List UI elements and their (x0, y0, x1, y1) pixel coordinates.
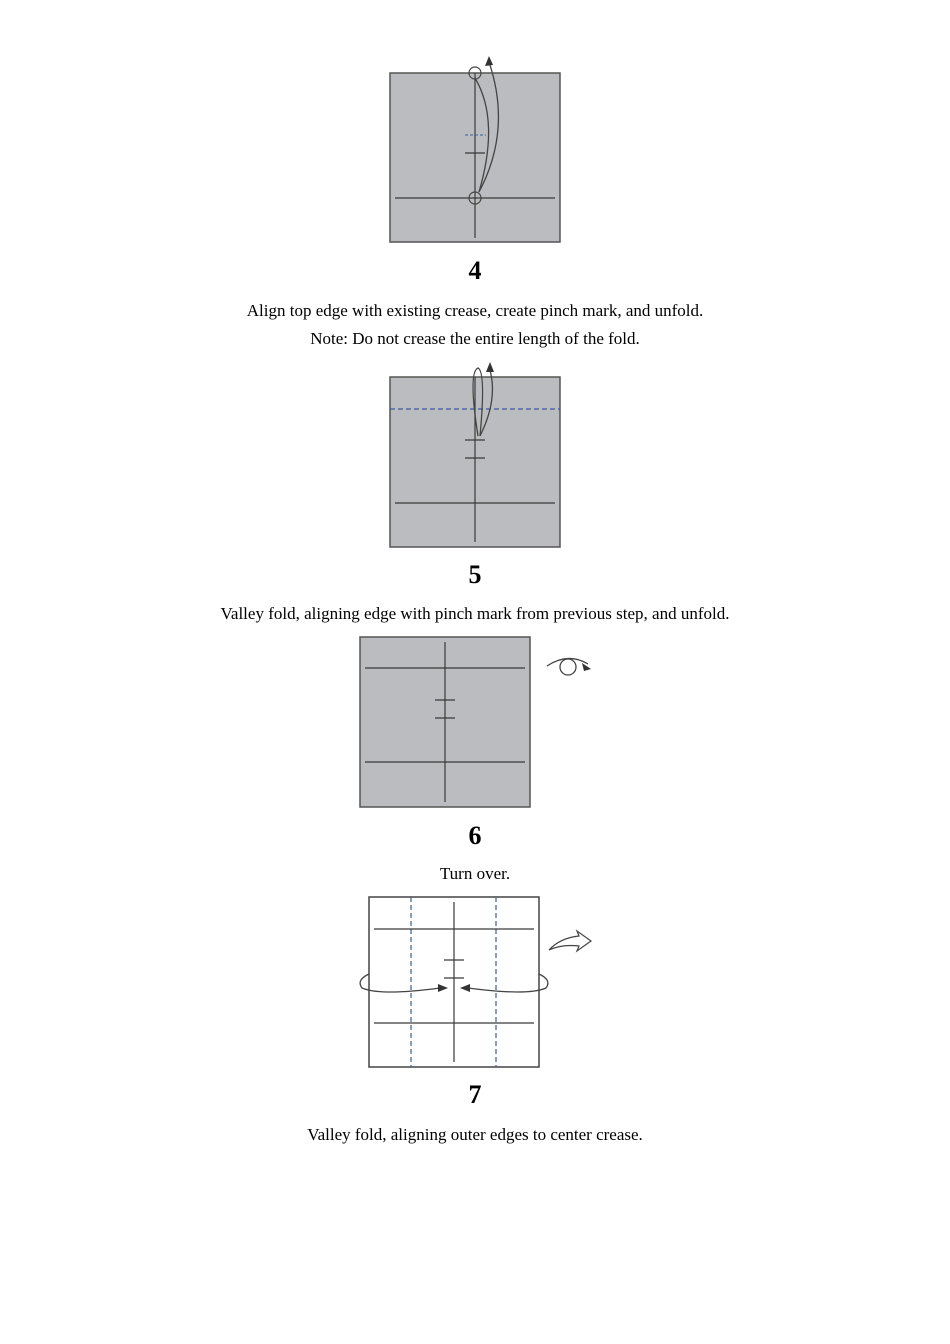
step-caption: Valley fold, aligning edge with pinch mark from previous step, and unfold. (220, 604, 730, 623)
step-7-diagram (350, 890, 600, 1075)
step-number: 4 (468, 256, 482, 285)
step-4-diagram-right (520, 50, 570, 250)
step-number: 5 (468, 560, 482, 589)
step-caption: Align top edge with existing crease, create pinch mark, and unfold. (246, 301, 704, 320)
step-caption: Turn over. (439, 864, 511, 883)
step-number: 7 (468, 1080, 482, 1109)
paper-square (390, 73, 520, 242)
step-number: 6 (468, 821, 482, 850)
step-5-diagram (380, 355, 570, 555)
turn-over-icon (547, 658, 591, 675)
step-4-diagram (380, 50, 520, 250)
step-caption: Valley fold, aligning outer edges to center crease. (307, 1125, 643, 1144)
step-6-diagram (350, 630, 600, 815)
step-note: Note: Do not crease the entire length of the fold. (310, 329, 640, 348)
next-step-arrow-icon (549, 931, 591, 951)
